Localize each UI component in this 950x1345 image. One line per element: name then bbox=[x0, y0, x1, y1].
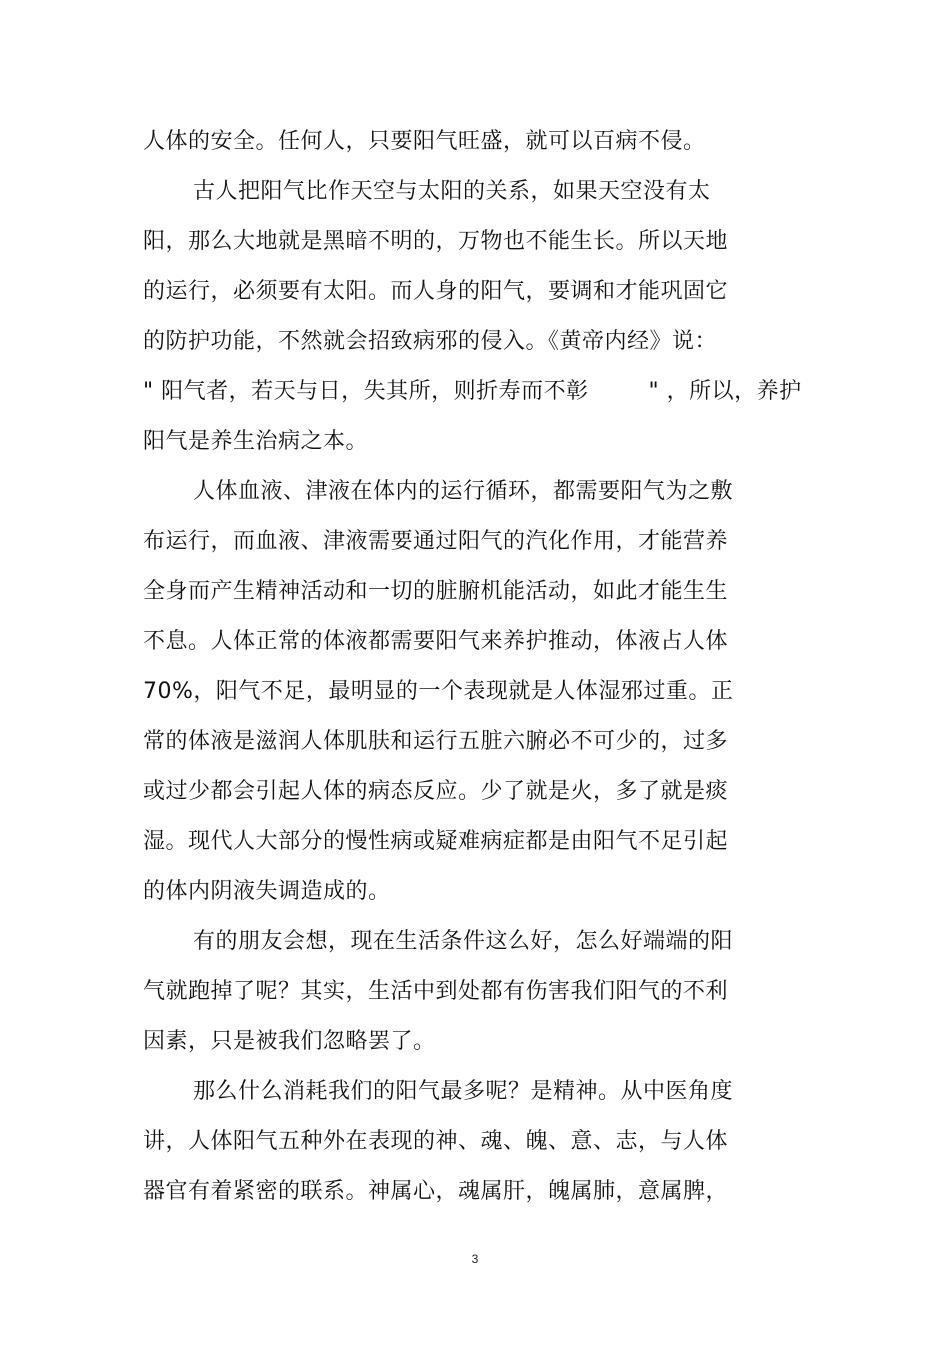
text-line: 的防护功能，不然就会招致病邪的侵入。《黄帝内经》说： bbox=[143, 329, 718, 354]
text-line: 阳，那么大地就是黑暗不明的，万物也不能生长。所以天地 bbox=[143, 229, 729, 254]
text-line: 全身而产生精神活动和一切的脏腑机能活动，如此才能生生 bbox=[143, 579, 729, 604]
text-line: 不息。人体正常的体液都需要阳气来养护推动，体液占人体 bbox=[143, 629, 729, 654]
text-line: 气就跑掉了呢？其实，生活中到处都有伤害我们阳气的不利 bbox=[143, 979, 729, 1004]
quote-line: " 阳气者，若天与日，失其所，则折寿而不彰 " ，所以，养护 bbox=[143, 379, 802, 404]
text-line: 阳气是养生治病之本。 bbox=[143, 429, 369, 454]
text-line: 常的体液是滋润人体肌肤和运行五脏六腑必不可少的，过多 bbox=[143, 729, 729, 754]
text-line: 器官有着紧密的联系。神属心，魂属肝，魄属肺，意属脾， bbox=[143, 1179, 729, 1204]
text-line: 的运行，必须要有太阳。而人身的阳气，要调和才能巩固它 bbox=[143, 279, 729, 304]
paragraph-start-line: 人体血液、津液在体内的运行循环，都需要阳气为之敷 bbox=[193, 479, 734, 504]
paragraph-start-line: 那么什么消耗我们的阳气最多呢？是精神。从中医角度 bbox=[193, 1079, 734, 1104]
text-line: 人体的安全。任何人，只要阳气旺盛，就可以百病不侵。 bbox=[143, 129, 706, 154]
text-line: 因素，只是被我们忽略罢了。 bbox=[143, 1029, 436, 1054]
text-line: 的体内阴液失调造成的。 bbox=[143, 879, 391, 904]
text-line: 讲，人体阳气五种外在表现的神、魂、魄、意、志，与人体 bbox=[143, 1129, 729, 1154]
page-number: 3 bbox=[471, 1252, 479, 1266]
paragraph-start-line: 有的朋友会想，现在生活条件这么好，怎么好端端的阳 bbox=[193, 929, 734, 954]
text-line: 70%，阳气不足，最明显的一个表现就是人体湿邪过重。正 bbox=[143, 679, 734, 704]
text-line: 或过少都会引起人体的病态反应。少了就是火，多了就是痰 bbox=[143, 779, 729, 804]
text-line: 布运行，而血液、津液需要通过阳气的汽化作用，才能营养 bbox=[143, 529, 729, 554]
text-line: 湿。现代人大部分的慢性病或疑难病症都是由阳气不足引起 bbox=[143, 829, 729, 854]
paragraph-start-line: 古人把阳气比作天空与太阳的关系，如果天空没有太 bbox=[193, 179, 711, 204]
